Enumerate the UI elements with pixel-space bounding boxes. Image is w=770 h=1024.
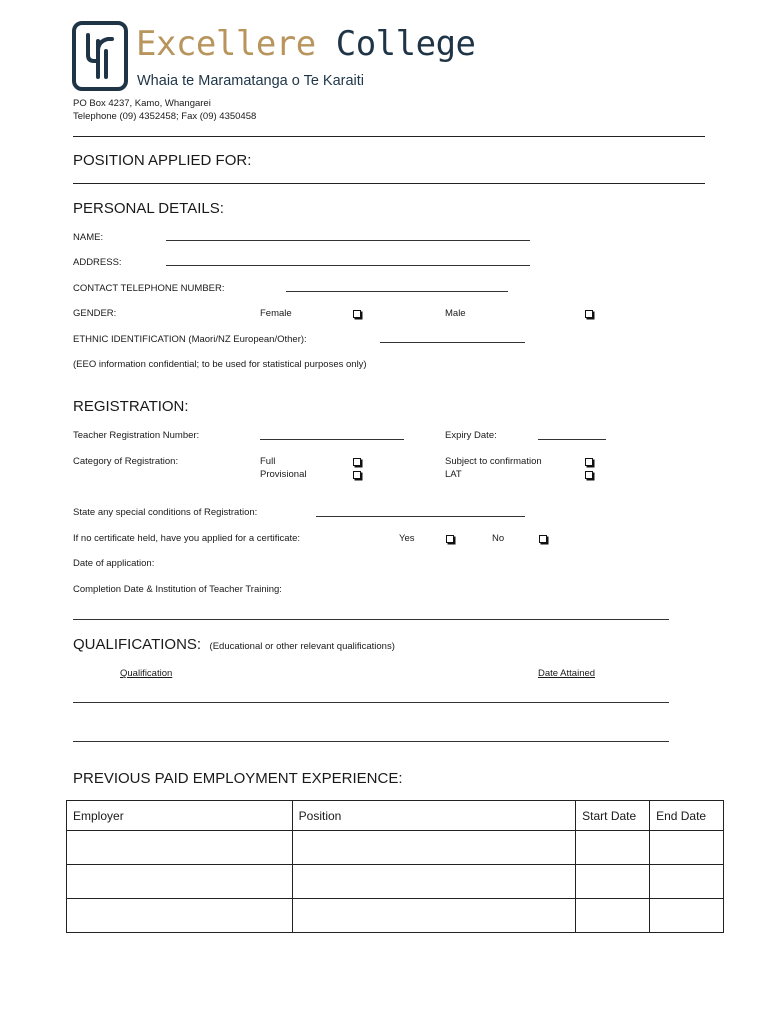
male-label: Male [445, 308, 466, 319]
full-label: Full [260, 456, 276, 467]
logo-emblem-icon [72, 21, 128, 91]
table-row [67, 831, 724, 865]
qualifications-heading: QUALIFICATIONS: [73, 636, 202, 653]
ethnic-field[interactable] [380, 342, 525, 343]
table-row [67, 865, 724, 899]
full-checkbox[interactable] [353, 458, 361, 466]
end-date-cell[interactable] [650, 899, 724, 933]
teacher-reg-field[interactable] [260, 439, 404, 440]
college-address: PO Box 4237, Kamo, Whangarei [73, 98, 211, 109]
female-checkbox[interactable] [353, 310, 361, 318]
personal-details-heading: PERSONAL DETAILS: [73, 200, 224, 217]
male-checkbox[interactable] [585, 310, 593, 318]
date-attained-column-header: Date Attained [538, 668, 596, 679]
qualification-column-header: Qualification [120, 668, 173, 679]
employment-table [66, 800, 724, 933]
college-logo [72, 21, 476, 93]
logo-word-excellere: Excellere [136, 24, 316, 64]
expiry-field[interactable] [538, 439, 606, 440]
logo-tagline: Whaia te Maramatanga o Te Karaiti [137, 73, 365, 89]
special-conditions-label: State any special conditions of Registration: [73, 507, 258, 518]
college-phone: Telephone (09) 4352458; Fax (09) 4350458 [73, 111, 257, 122]
employment-heading: PREVIOUS PAID EMPLOYMENT EXPERIENCE: [73, 770, 403, 787]
name-field[interactable] [166, 240, 530, 241]
position-cell[interactable] [292, 865, 576, 899]
expiry-label: Expiry Date: [445, 430, 497, 441]
end-date-cell[interactable] [650, 865, 724, 899]
completion-label: Completion Date & Institution of Teacher Training: [73, 584, 282, 595]
divider [73, 183, 705, 184]
start-date-cell[interactable] [576, 899, 650, 933]
phone-label: CONTACT TELEPHONE NUMBER: [73, 283, 225, 294]
no-label: No [492, 533, 505, 544]
end-date-column-header: End Date [650, 801, 724, 831]
category-label: Category of Registration: [73, 456, 179, 467]
qualification-line[interactable] [73, 702, 669, 703]
eeo-note: (EEO information confidential; to be used for statistical purposes only) [73, 359, 367, 370]
provisional-checkbox[interactable] [353, 471, 361, 479]
special-conditions-field[interactable] [316, 516, 525, 517]
employer-column-header: Employer [67, 801, 293, 831]
completion-field[interactable] [73, 619, 669, 620]
no-checkbox[interactable] [539, 535, 547, 543]
teacher-reg-label: Teacher Registration Number: [73, 430, 200, 441]
ethnic-label: ETHNIC IDENTIFICATION (Maori/NZ European/Other): [73, 334, 307, 345]
no-cert-label: If no certificate held, have you applied for a certificate: [73, 533, 301, 544]
qualification-line[interactable] [73, 741, 669, 742]
registration-heading: REGISTRATION: [73, 398, 189, 415]
yes-label: Yes [399, 533, 415, 544]
phone-field[interactable] [286, 291, 508, 292]
lat-label: LAT [445, 469, 462, 480]
position-applied-heading: POSITION APPLIED FOR: [73, 152, 252, 169]
table-header-row [67, 801, 724, 831]
name-label: NAME: [73, 232, 104, 243]
subject-confirmation-checkbox[interactable] [585, 458, 593, 466]
employer-cell[interactable] [67, 899, 293, 933]
position-cell[interactable] [292, 899, 576, 933]
divider [73, 136, 705, 137]
date-application-label: Date of application: [73, 558, 155, 569]
gender-label: GENDER: [73, 308, 117, 319]
logo-word-college: College [335, 24, 476, 64]
start-date-column-header: Start Date [576, 801, 650, 831]
yes-checkbox[interactable] [446, 535, 454, 543]
provisional-label: Provisional [260, 469, 307, 480]
lat-checkbox[interactable] [585, 471, 593, 479]
position-cell[interactable] [292, 831, 576, 865]
subject-confirmation-label: Subject to confirmation [445, 456, 542, 467]
address-field[interactable] [166, 265, 530, 266]
employer-cell[interactable] [67, 865, 293, 899]
table-row [67, 899, 724, 933]
start-date-cell[interactable] [576, 865, 650, 899]
employer-cell[interactable] [67, 831, 293, 865]
female-label: Female [260, 308, 292, 319]
end-date-cell[interactable] [650, 831, 724, 865]
qualifications-note: (Educational or other relevant qualifications) [209, 641, 395, 652]
start-date-cell[interactable] [576, 831, 650, 865]
position-column-header: Position [292, 801, 576, 831]
address-label: ADDRESS: [73, 257, 122, 268]
